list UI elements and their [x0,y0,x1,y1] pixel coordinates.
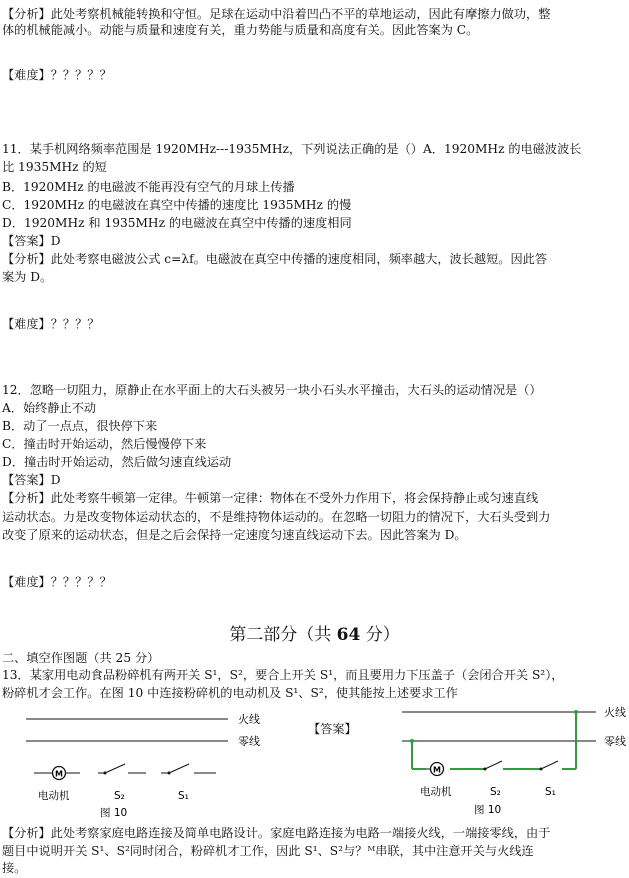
text-line: 【难度】？？？？？ [2,575,112,589]
figure-10-question [18,703,288,821]
neutral-wire-label: 零线 [238,735,260,748]
motor-label: 电动机 [38,790,70,802]
text-line: D．撞击时开始运动，然后做匀速直线运动 [2,455,232,469]
svg-text:M: M [433,765,441,775]
text-line: C．1920MHz 的电磁波在真空中传播的速度比 1935MHz 的慢 [2,198,352,212]
text-line: 12．忽略一切阻力，原静止在水平面上的大石头被另一块小石头水平撞击，大石头的运动情况是（） [2,383,542,397]
s1-label: S₁ [545,786,556,798]
text-line: 13．某家用电动食品粉碎机有两开关 S¹，S²，要合上开关 S¹，而且要用力下压盖子（会闭合开关 S²）， [2,668,564,682]
text-line: 改变了原来的运动状态，但是之后会保持一定速度匀速直线运动下去。因此答案为 D。 [2,528,467,542]
text-line: 运动状态。力是改变物体运动状态的，不是维持物体运动的。在忽略一切阻力的情况下，大石头受到力 [2,510,551,524]
s2-label: S₂ [114,790,125,802]
text-line: 比 1935MHz 的短 [2,160,107,174]
text-line: 粉碎机才会工作。在图 10 中连接粉碎机的电动机及 S¹、S²，使其能按上述要求工作 [2,686,458,700]
text-line: 二、填空作图题（共 25 分） [2,651,160,665]
text-line: 11．某手机网络频率范围是 1920MHz---1935MHz，下列说法正确的是（）A．1920MHz 的电磁波波长 [2,142,582,156]
svg-text:M: M [55,769,63,779]
text-line: B．动了一点点，很快停下来 [2,419,158,433]
text-line: 【分析】此处考察牛顿第一定律。牛顿第一定律：物体在不受外力作用下，将会保持静止或匀速直线 [2,491,539,505]
figure-caption: 图 10 [100,807,128,819]
text-line: 接。 [2,861,27,875]
text-line: 【分析】此处考察电磁波公式 c=λf。电磁波在真空中传播的速度相同，频率越大，波长越短。因此答 [2,252,548,266]
switch-s2 [485,761,502,769]
live-wire-label: 火线 [238,713,260,726]
text-line: 【难度】？？？？？ [2,68,112,82]
text-line: 【分析】此处考察家庭电路连接及简单电路设计。家庭电路连接为电路一端接火线，一端接零线，由于 [2,826,551,840]
s1-label: S₁ [178,790,189,802]
live-wire-label: 火线 [604,706,626,719]
section-title: 第二部分（共 64 分） [229,625,400,645]
switch-s1 [169,764,189,773]
text-line: 体的机械能减小。动能与质量和速度有关，重力势能与质量和高度有关。因此答案为 C。 [2,23,479,37]
switch-s1 [541,761,558,769]
answer-label: 【答案】 [308,722,357,736]
text-line: B．1920MHz 的电磁波不能再没有空气的月球上传播 [2,180,295,194]
text-line: C．撞击时开始运动，然后慢慢停下来 [2,437,207,451]
text-line: 【答案】D [2,234,61,248]
s2-label: S₂ [490,786,501,798]
switch-s2 [105,764,125,773]
text-line: A．始终静止不动 [2,401,97,415]
text-line: 题目中说明开关 S¹、S²同时闭合，粉碎机才工作，因此 S¹、S²与？ᴹ串联，其中注意开关与火线连 [2,844,534,858]
neutral-wire-label: 零线 [604,735,626,748]
text-line: D．1920MHz 和 1935MHz 的电磁波在真空中传播的速度相同 [2,216,352,230]
text-line: 【答案】D [2,473,61,487]
motor-label: 电动机 [420,786,452,798]
figure-caption: 图 10 [474,804,502,816]
text-line: 案为 D。 [2,270,53,284]
text-line: 【分析】此处考察机械能转换和守恒。足球在运动中沿着凹凸不平的草地运动，因此有摩擦力做功，整 [2,7,551,21]
text-line: 【难度】？？？？ [2,317,100,331]
figure-10-answer [390,703,626,821]
